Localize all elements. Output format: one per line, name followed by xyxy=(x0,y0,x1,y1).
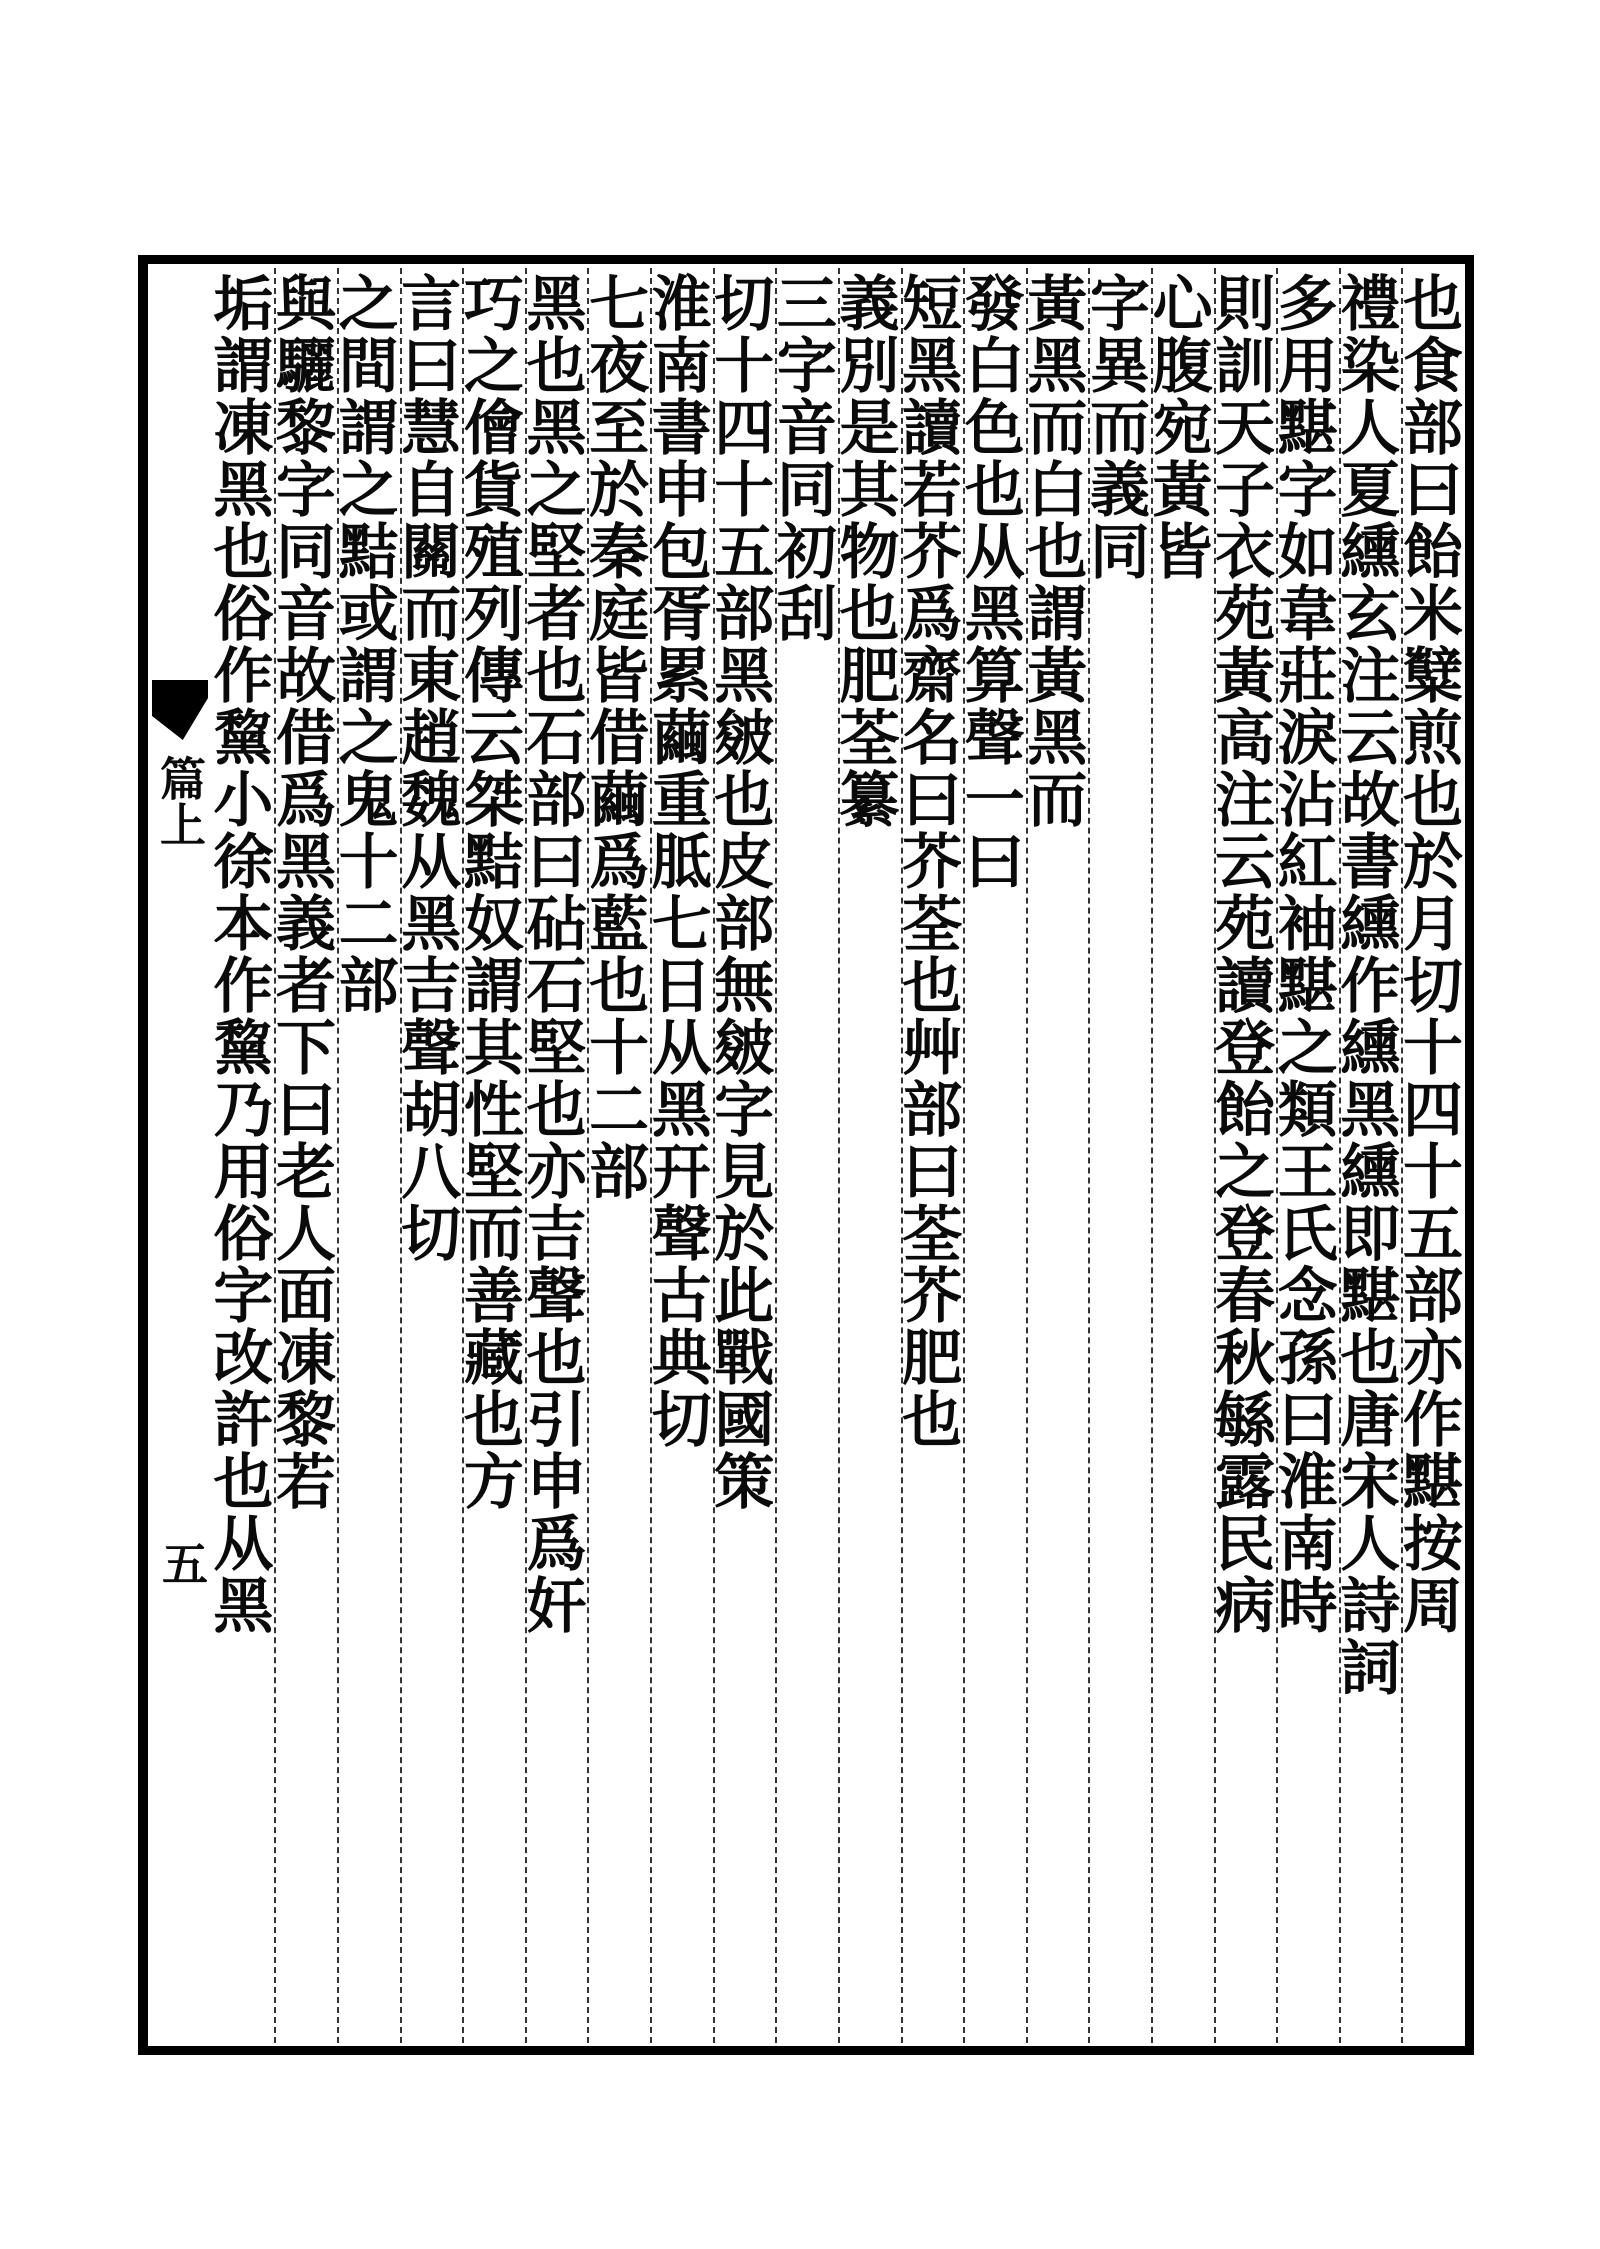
text-columns xyxy=(203,268,1464,2043)
page-gutter xyxy=(152,660,208,1800)
column-text: 切十四十五部黑皴也皮部無皴字見於此戰國策 xyxy=(704,272,775,1512)
text-column xyxy=(1205,268,1277,2043)
column-text: 心腹宛黃皆 xyxy=(1142,272,1213,582)
gutter-page-number: 五 xyxy=(155,1540,209,1586)
column-text: 短黑讀若芥爲齋名曰芥荃也艸部曰荃芥肥也 xyxy=(892,272,963,1450)
text-column xyxy=(203,268,274,2043)
text-column xyxy=(704,268,776,2043)
column-text: 垢謂凍黑也俗作黧小徐本作黧乃用俗字改許也从黑 xyxy=(203,272,274,1636)
column-text: 巧之儈貨殖列傳云桀黠奴謂其性堅而善藏也方 xyxy=(453,272,524,1512)
column-text: 與驪黎字同音故借爲黑義者下曰老人面凍黎若 xyxy=(266,272,337,1512)
text-column xyxy=(1330,268,1402,2043)
column-text: 字異而義同 xyxy=(1079,272,1150,582)
column-text: 多用黮字如韋莊淚沾紅袖黮之類王氏念孫曰淮南時 xyxy=(1267,272,1338,1636)
column-text: 三字音同初刮 xyxy=(766,272,837,644)
text-column xyxy=(641,268,713,2043)
column-text: 發白色也从黑算聲一曰 xyxy=(954,272,1025,892)
text-column xyxy=(766,268,838,2043)
column-text: 禮染人夏纁玄注云故書纁作纁黑纁即黮也唐宋人詩詞 xyxy=(1330,272,1401,1698)
page-frame-left-rule xyxy=(138,255,148,2055)
column-text: 淮南書申包胥累繭重胝七日从黑幵聲古典切 xyxy=(641,272,712,1450)
text-column xyxy=(266,268,337,2043)
text-column xyxy=(579,268,650,2043)
text-column xyxy=(829,268,901,2043)
fish-tail-mark-icon xyxy=(152,680,208,740)
text-column xyxy=(954,268,1026,2043)
text-column xyxy=(453,268,525,2043)
text-column xyxy=(1393,268,1464,2043)
column-text: 也食部曰飴米糱煎也於月切十四十五部亦作黮按周 xyxy=(1393,272,1463,1636)
text-column xyxy=(516,268,588,2043)
text-column xyxy=(1142,268,1214,2043)
text-column xyxy=(1079,268,1151,2043)
text-column xyxy=(391,268,463,2043)
text-column xyxy=(1267,268,1339,2043)
column-text: 黑也黑之堅者也石部曰砧石堅也亦吉聲也引申爲奸 xyxy=(516,272,587,1636)
column-text: 七夜至於秦庭皆借繭爲藍也十二部 xyxy=(579,272,650,1202)
column-text: 言曰慧自關而東趙魏从黑吉聲胡八切 xyxy=(391,272,462,1264)
text-column xyxy=(892,268,964,2043)
column-text: 義別是其物也肥荃纂 xyxy=(829,272,900,830)
column-text: 之間謂之黠或謂之鬼十二部 xyxy=(328,272,399,1016)
column-text: 黃黑而白也謂黃黑而 xyxy=(1017,272,1088,830)
column-text: 則訓天子衣苑黃高注云苑讀登飴之登春秋緐露民病 xyxy=(1205,272,1276,1636)
gutter-title: 篇上 xyxy=(153,755,207,847)
text-column xyxy=(328,268,400,2043)
text-column xyxy=(1017,268,1089,2043)
